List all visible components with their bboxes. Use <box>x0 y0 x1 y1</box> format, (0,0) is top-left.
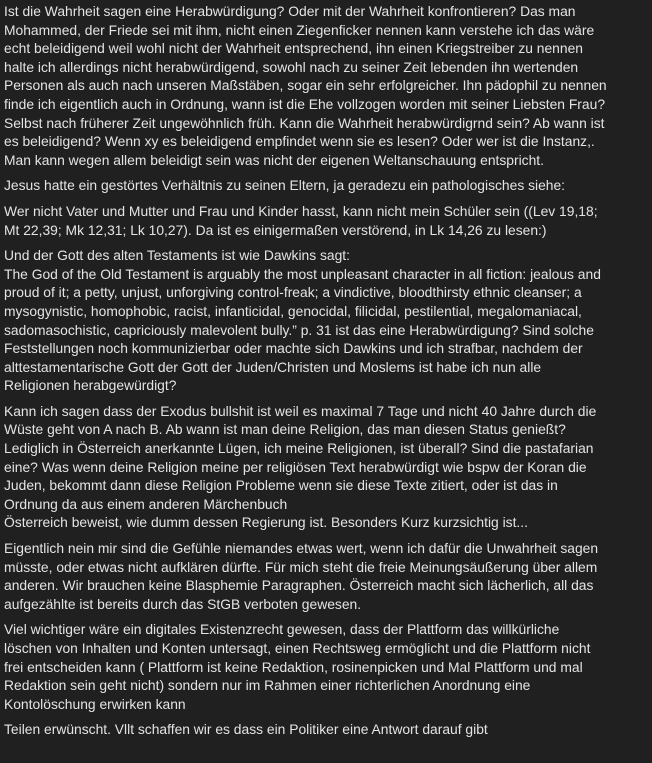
text-line: eine? Was wenn deine Religion meine per religiösen Text herabwürdigt wie bspw der Koran die <box>4 458 587 475</box>
text-line: Eigentlich nein mir sind die Gefühle niemandes etwas wert, wenn ich dafür die Unwahrheit sagen <box>4 540 599 557</box>
text-line: Feststellungen noch kommunizierbar oder machte sich Dawkins und ich strafbar, nachdem der <box>4 340 583 357</box>
text-line: Mt 22,39; Mk 12,31; Lk 10,27). Da ist es einigermaßen verstörend, in Lk 14,26 zu lesen:) <box>4 221 547 238</box>
text-line: Kontolöschung erwirken kann <box>4 695 186 712</box>
text-line: halte ich allerdings nicht herabwürdigend, sowohl nach zu seiner Zeit lebenden ihn wertenden <box>4 58 579 75</box>
text-line: Österreich beweist, wie dumm dessen Regierung ist. Besonders Kurz kurzsichtig ist... <box>4 514 528 531</box>
text-line: alttestamentarische Gott der Gott der Juden/Christen und Moslems ist habe ich nun alle <box>4 358 542 375</box>
text-line: sadomasochistic, capriciously malevolent bully.” p. 31 ist das eine Herabwürdigung? Sind solche <box>4 321 594 338</box>
text-line: Lediglich in Österreich anerkannte Lügen, ich meine Religionen, ist überall? Sind die pastafarian <box>4 440 594 457</box>
post-paragraph <box>4 246 648 395</box>
text-line: The God of the Old Testament is arguably the most unpleasant character in all fiction: jealous and <box>4 265 601 282</box>
text-line: müsste, oder etwas nicht aufklären dürfte. Für mich steht die freie Meinungsäußerung über allem <box>4 558 598 575</box>
text-line: Kann ich sagen dass der Exodus bullshit ist weil es maximal 7 Tage und nicht 40 Jahre durch die <box>4 402 597 419</box>
text-line: Mohammed, der Friede sei mit ihm, nicht einen Ziegenficker nennen kann verstehe ich das wäre <box>4 21 595 38</box>
post-paragraph <box>4 176 648 195</box>
text-line: Und der Gott des alten Testaments ist wie Dawkins sagt: <box>4 247 350 264</box>
text-line: Teilen erwünscht. Vllt schaffen wir es dass ein Politiker eine Antwort darauf gibt <box>4 721 488 738</box>
text-line: anderen. Wir brauchen keine Blasphemie Paragraphen. Österreich macht sich lächerlich, all das <box>4 577 594 594</box>
text-line: Ordnung da aus einem anderen Märchenbuch <box>4 495 288 512</box>
text-line: aufgezählte ist bereits durch das StGB verboten gewesen. <box>4 595 362 612</box>
post-paragraph <box>4 2 648 169</box>
text-line: Religionen herabgewürdigt? <box>4 377 177 394</box>
text-line: echt beleidigend weil wohl nicht der Wahrheit entsprechend, ihn einen Kriegstreiber zu nennen <box>4 40 583 57</box>
text-line: es beleidigend? Wenn xy es beleidigend empfindet wenn sie es lesen? Oder wer ist die Instanz,. <box>4 133 595 150</box>
text-line: löschen von Inhalten und Konten untersagt, einen Rechtsweg ermöglicht und die Plattform nicht <box>4 640 591 656</box>
post-paragraph <box>4 539 648 613</box>
text-line: proud of it; a petty, unjust, unforgiving control-freak; a vindictive, bloodthirsty ethnic cleanser; a <box>4 284 582 301</box>
text-line: Man kann wegen allem beleidigt sein was nicht der eigenen Weltanschauung entspricht. <box>4 151 544 168</box>
post-paragraph <box>4 402 648 532</box>
post-paragraph <box>4 620 648 713</box>
text-line: Juden, bekommt dann diese Religion Probleme wenn sie diese Texte zitiert, oder ist das in <box>4 477 558 494</box>
text-line: Jesus hatte ein gestörtes Verhältnis zu seinen Eltern, ja geradezu ein pathologisches siehe: <box>4 177 566 194</box>
text-line: Selbst nach früherer Zeit ungewöhnlich früh. Kann die Wahrheit herabwürdigrnd sein? Ab wann ist <box>4 114 605 131</box>
post-paragraph <box>4 720 648 739</box>
text-line: Wer nicht Vater und Mutter und Frau und Kinder hasst, kann nicht mein Schüler sein ((Lev 19,18; <box>4 202 598 219</box>
text-line: frei entscheiden kann ( Plattform ist keine Redaktion, rosinenpicken und Mal Plattform und mal <box>4 658 583 675</box>
text-line: mysogynistic, homophobic, racist, infanticidal, genocidal, filicidal, pestilential, megalomaniacal, <box>4 302 582 319</box>
text-line: finde ich eigentlich auch in Ordnung, wann ist die Ehe vollzogen worden mit seiner Liebsten Frau? <box>4 95 606 112</box>
text-line: Personen als auch nach unseren Maßstäben, sogar ein sehr erfolgreicher. Ihn pädophil zu nennen <box>4 77 607 94</box>
text-line: Wüste geht von A nach B. Ab wann ist man deine Religion, das man diesen Status genießt? <box>4 421 566 438</box>
text-line: Redaktion sein geht nicht) sondern nur im Rahmen einer richterlichen Anordnung eine <box>4 677 531 694</box>
text-line: Viel wichtiger wäre ein digitales Existenzrecht gewesen, dass der Plattform das willkürliche <box>4 621 560 638</box>
text-line: Ist die Wahrheit sagen eine Herabwürdigung? Oder mit der Wahrheit konfrontieren? Das man <box>4 3 576 19</box>
post-paragraph <box>4 202 648 239</box>
